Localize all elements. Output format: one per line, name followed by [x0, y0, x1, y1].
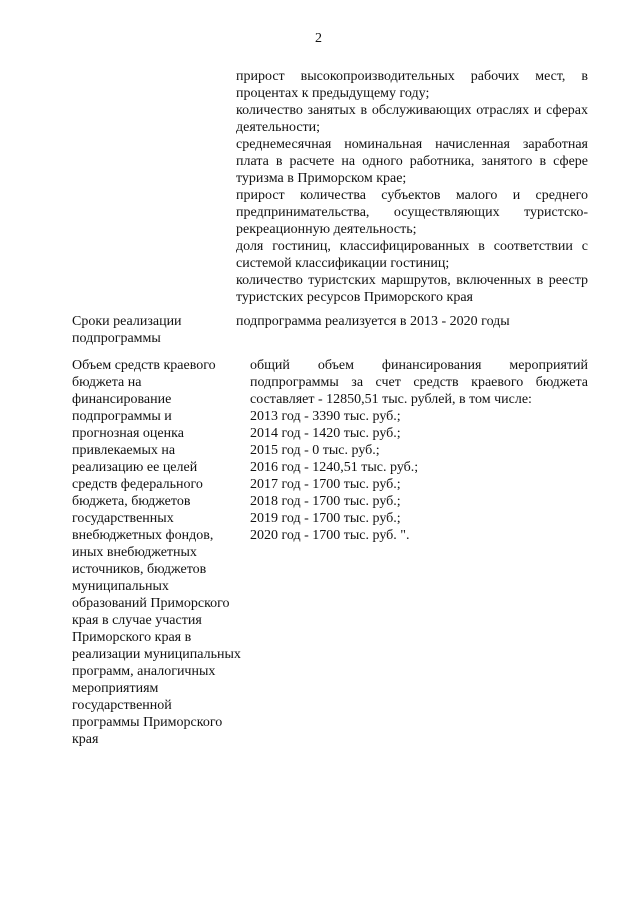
indicator-item: прирост количества субъектов малого и среднего предпринимательства, осуществляющих туристско-рекреационную деятельность;: [236, 188, 588, 237]
funding-year-item: 2020 год - 1700 тыс. руб. ".: [250, 528, 410, 543]
funding-label: Объем средств краевого бюджета на финансирование подпрограммы и прогнозная оценка привлекаемых на реализацию ее целей средств федерального бюджета, бюджетов государственных внебюджетных фондов, иных внебюджетных источников, бюджетов муниципальных образований Приморского края в случае участия Приморского края в реализации муниципальных программ, аналогичных мероприятиям государственной программы Приморского края: [72, 358, 241, 747]
page-number: 2: [315, 31, 322, 46]
funding-year-item: 2018 год - 1700 тыс. руб.;: [250, 494, 401, 509]
funding-year-item: 2015 год - 0 тыс. руб.;: [250, 443, 380, 458]
indicator-item: количество туристских маршрутов, включенных в реестр туристских ресурсов Приморского края: [236, 273, 588, 305]
indicator-item: количество занятых в обслуживающих отраслях и сферах деятельности;: [236, 103, 588, 135]
indicator-item: доля гостиниц, классифицированных в соответствии с системой классификации гостиниц;: [236, 239, 588, 271]
funding-year-item: 2014 год - 1420 тыс. руб.;: [250, 426, 401, 441]
funding-year-item: 2019 год - 1700 тыс. руб.;: [250, 511, 401, 526]
funding-intro: общий объем финансирования мероприятий подпрограммы за счет средств краевого бюджета составляет - 12850,51 тыс. рублей, в том числе:: [250, 358, 588, 407]
funding-year-item: 2016 год - 1240,51 тыс. руб.;: [250, 460, 419, 475]
funding-year-list: [250, 408, 588, 544]
indicator-item: среднемесячная номинальная начисленная заработная плата в расчете на одного работника, занятого в сфере туризма в Приморском крае;: [236, 137, 588, 186]
funding-details: [250, 357, 588, 544]
terms-value: подпрограмма реализуется в 2013 - 2020 годы: [236, 314, 510, 329]
terms-label: Сроки реализации подпрограммы: [72, 314, 182, 346]
funding-year-item: 2013 год - 3390 тыс. руб.;: [250, 409, 401, 424]
indicator-item: прирост высокопроизводительных рабочих мест, в процентах к предыдущему году;: [236, 69, 588, 101]
funding-year-item: 2017 год - 1700 тыс. руб.;: [250, 477, 401, 492]
indicators-list: [236, 68, 588, 306]
